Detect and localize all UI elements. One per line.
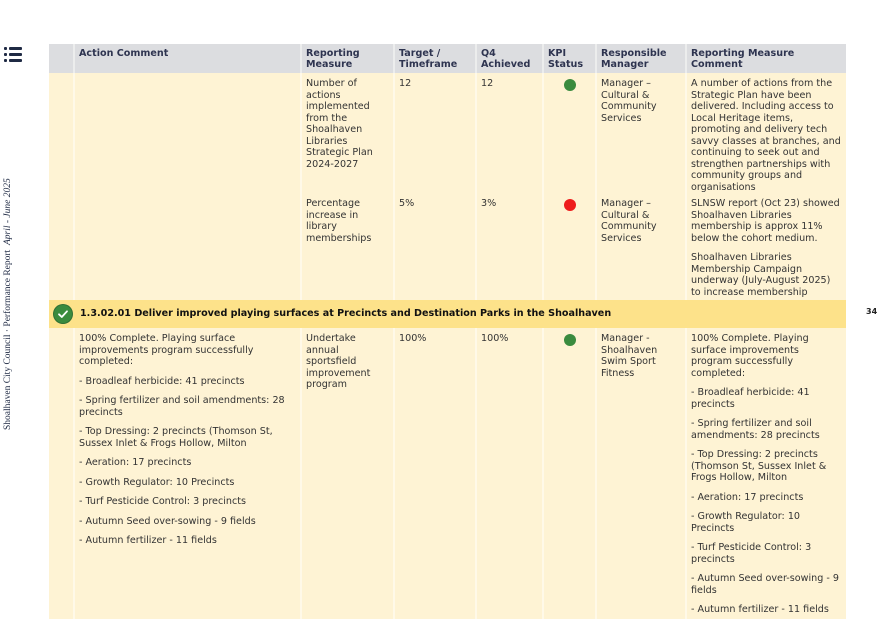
header-responsible-manager: Responsible Manager xyxy=(597,44,687,73)
measure-comment-cell: 100% Complete. Playing surface improvements program successfully completed: - Broadleaf herbicide: 41 precincts - Spring fertilizer and soil amendments: 28 precincts - Top Dressing: 2 precincts (Thomson St, Sussex Inlet & Frogs Hollow, Milton - Aeration: 17 precincts - Growth Regulator: 10 Precincts - Turf Pesticide Control: 3 precincts - Autumn Seed over-sowing - 9 fields - Autumn fertilizer - 11 fields xyxy=(687,328,846,619)
kpi-status-red-icon xyxy=(564,199,576,211)
header-reporting-measure: Reporting Measure xyxy=(302,44,395,73)
q4-achieved-cell: 12 xyxy=(477,73,544,193)
header-kpi-status: KPI Status xyxy=(544,44,597,73)
performance-table xyxy=(49,44,846,619)
table-row xyxy=(49,193,846,300)
responsible-manager-cell: Manager – Cultural & Community Services xyxy=(597,73,687,193)
reporting-measure-cell: Percentage increase in library memberships xyxy=(302,193,395,300)
header-action-comment: Action Comment xyxy=(75,44,302,73)
measure-comment-cell: SLNSW report (Oct 23) showed Shoalhaven Libraries membership is approx 11% below the cohort medium. Shoalhaven Libraries Membership Campaign underway (July-August 2025) to increase membership xyxy=(687,193,846,300)
target-cell: 12 xyxy=(395,73,477,193)
target-cell: 100% xyxy=(395,328,477,619)
page-number: 34 xyxy=(866,307,878,316)
target-cell: 5% xyxy=(395,193,477,300)
q4-achieved-cell: 3% xyxy=(477,193,544,300)
document-side-label xyxy=(3,170,17,430)
side-label-title: Shoalhaven City Council · Performance Report xyxy=(3,249,13,430)
kpi-status-cell xyxy=(544,193,597,300)
measure-comment-cell: A number of actions from the Strategic Plan have been delivered. Including access to Local Heritage items, promoting and delivery tech savvy classes at branches, and continuing to seek out and strengthen partnerships with community groups and organisations xyxy=(687,73,846,193)
header-target: Target / Timeframe xyxy=(395,44,477,73)
action-comment-cell: 100% Complete. Playing surface improvements program successfully completed: - Broadleaf herbicide: 41 precincts - Spring fertilizer and soil amendments: 28 precincts - Top Dressing: 2 precincts (Thomson St, Sussex Inlet & Frogs Hollow, Milton - Aeration: 17 precincts - Growth Regulator: 10 Precincts - Turf Pesticide Control: 3 precincts - Autumn Seed over-sowing - 9 fields - Autumn fertilizer - 11 fields xyxy=(75,328,302,619)
side-label-period: April - June 2025 xyxy=(3,178,13,246)
table-row xyxy=(49,73,846,193)
kpi-status-green-icon xyxy=(564,79,576,91)
table-row xyxy=(49,328,846,619)
kpi-status-cell xyxy=(544,73,597,193)
q4-achieved-cell: 100% xyxy=(477,328,544,619)
action-section-row xyxy=(49,300,846,328)
header-index xyxy=(49,44,75,73)
reporting-measure-cell: Number of actions implemented from the Shoalhaven Libraries Strategic Plan 2024-2027 xyxy=(302,73,395,193)
action-comment-cell xyxy=(75,193,302,300)
menu-list-icon[interactable] xyxy=(4,46,22,62)
kpi-status-cell xyxy=(544,328,597,619)
header-q4-achieved: Q4 Achieved xyxy=(477,44,544,73)
header-measure-comment: Reporting Measure Comment xyxy=(687,44,846,73)
table-header-row xyxy=(49,44,846,73)
reporting-measure-cell: Undertake annual sportsfield improvement program xyxy=(302,328,395,619)
responsible-manager-cell: Manager – Cultural & Community Services xyxy=(597,193,687,300)
check-circle-icon xyxy=(54,305,72,323)
action-comment-cell xyxy=(75,73,302,193)
section-title: 1.3.02.01 Deliver improved playing surfaces at Precincts and Destination Parks in the Shoalhaven xyxy=(80,308,612,320)
responsible-manager-cell: Manager - Shoalhaven Swim Sport Fitness xyxy=(597,328,687,619)
kpi-status-green-icon xyxy=(564,334,576,346)
